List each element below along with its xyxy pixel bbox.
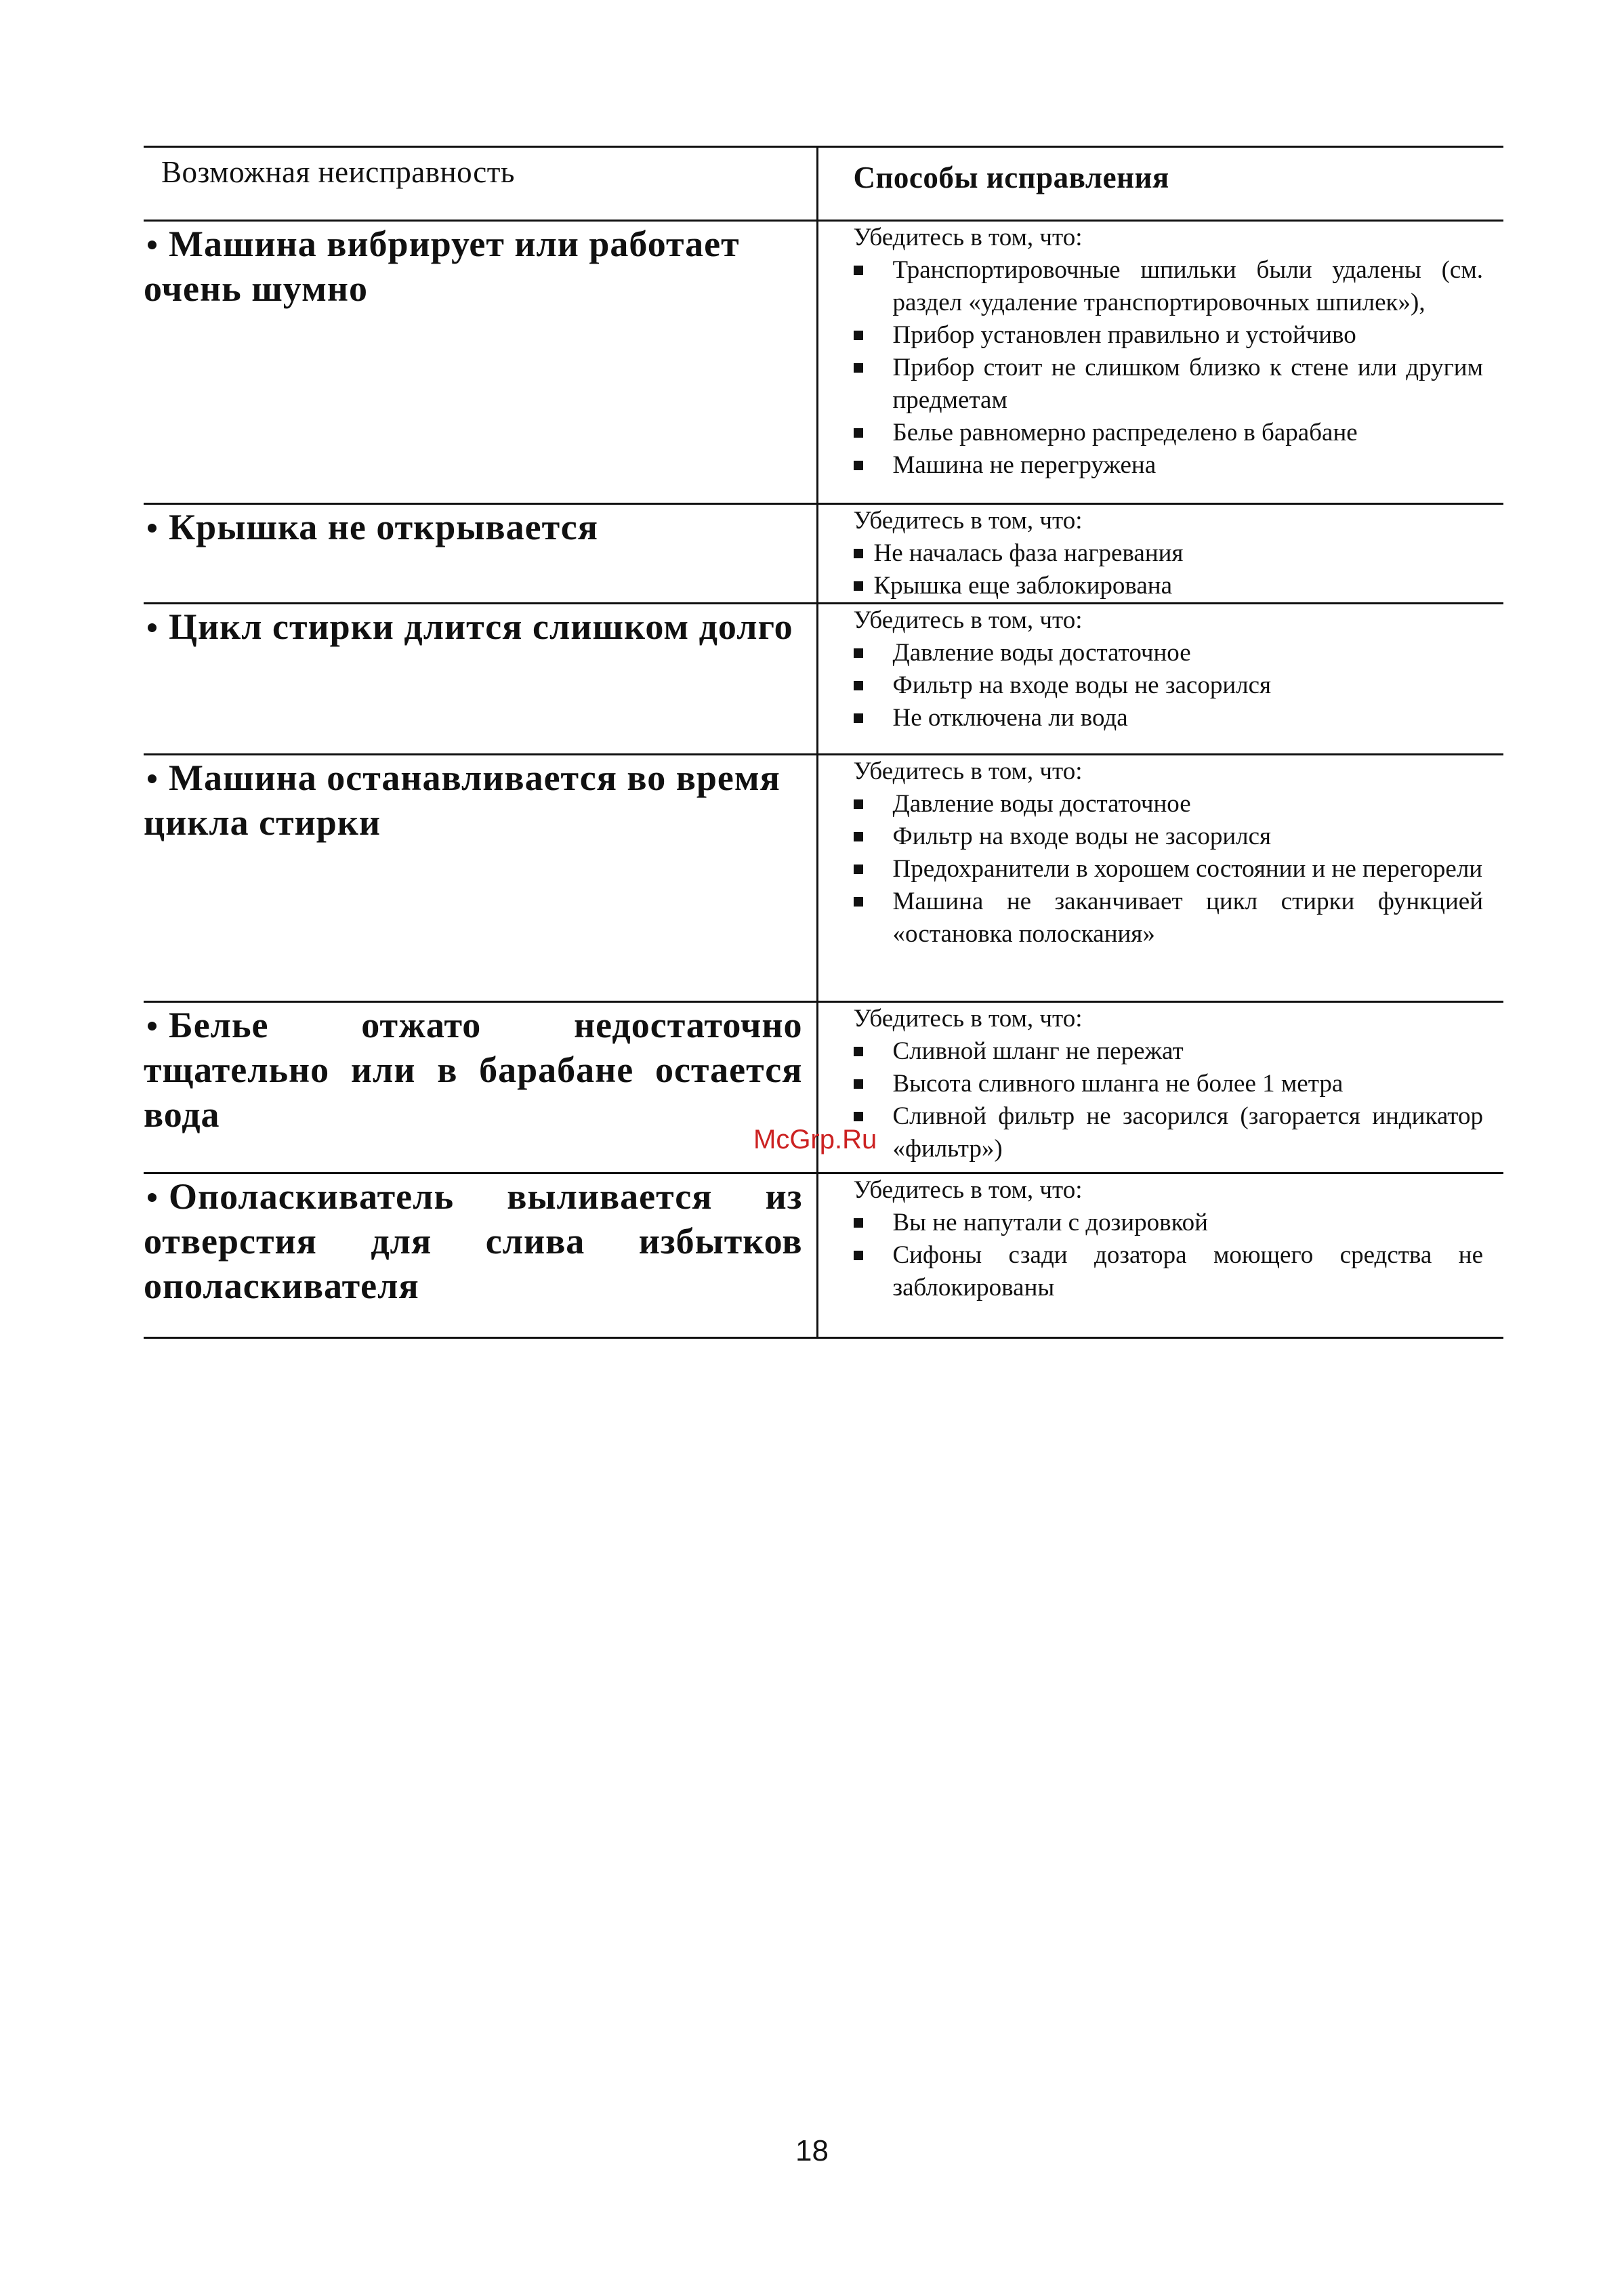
square-bullet-icon xyxy=(854,832,863,841)
page-number: 18 xyxy=(795,2134,829,2167)
remedy-item-text: Прибор установлен правильно и устойчиво xyxy=(892,321,1356,349)
bullet-dot-icon xyxy=(148,1022,157,1030)
problem-text: Цикл стирки длится слишком долго xyxy=(169,606,793,647)
table-row xyxy=(144,755,1503,1002)
header-row xyxy=(144,147,1503,221)
remedy-intro: Убедитесь в том, что: xyxy=(853,757,1083,785)
square-bullet-icon xyxy=(854,799,863,809)
remedy-item xyxy=(854,537,1484,570)
problem-text: Машина вибрирует или работает очень шумно xyxy=(144,224,740,309)
table-row xyxy=(144,1173,1503,1338)
remedy-cell xyxy=(817,604,1503,755)
remedy-intro: Убедитесь в том, что: xyxy=(853,507,1083,535)
remedy-intro: Убедитесь в том, что: xyxy=(853,224,1083,251)
remedy-item xyxy=(854,820,1484,853)
remedy-item xyxy=(854,449,1484,482)
remedy-item xyxy=(854,1068,1484,1100)
bullet-dot-icon xyxy=(148,241,157,249)
table-row xyxy=(144,504,1503,604)
remedy-list xyxy=(854,1035,1484,1165)
remedy-item xyxy=(854,319,1484,352)
remedy-item-text: Белье равномерно распределено в барабане xyxy=(892,419,1358,446)
table-header xyxy=(144,147,1503,221)
table-row xyxy=(144,221,1503,504)
remedy-cell xyxy=(817,1173,1503,1338)
remedy-item xyxy=(854,352,1484,417)
remedy-item xyxy=(854,669,1484,702)
remedy-item xyxy=(854,1239,1484,1304)
problem-cell xyxy=(144,221,817,504)
square-bullet-icon xyxy=(854,681,863,690)
remedy-item xyxy=(854,1100,1484,1165)
troubleshooting-table xyxy=(144,146,1503,1339)
bullet-dot-icon xyxy=(148,774,157,783)
remedy-item xyxy=(854,417,1484,449)
remedy-intro: Убедитесь в том, что: xyxy=(853,1005,1083,1033)
problem-text: Машина останавливается во время цикла стирки xyxy=(144,757,780,843)
remedy-item-text: Высота сливного шланга не более 1 метра xyxy=(892,1070,1344,1098)
square-bullet-icon xyxy=(854,1112,863,1121)
problem-cell xyxy=(144,504,817,604)
remedy-item xyxy=(854,886,1484,951)
remedy-list xyxy=(854,788,1484,951)
table-row xyxy=(144,604,1503,755)
remedy-item-text: Машина не заканчивает цикл стирки функцией «остановка полоскания» xyxy=(892,888,1483,948)
square-bullet-icon xyxy=(854,363,863,373)
remedy-item-text: Вы не напутали с дозировкой xyxy=(892,1209,1208,1236)
header-problem: Возможная неисправность xyxy=(144,147,817,221)
remedy-intro: Убедитесь в том, что: xyxy=(853,1176,1083,1204)
remedy-item xyxy=(854,1207,1484,1239)
remedy-item-text: Давление воды достаточное xyxy=(892,790,1191,818)
remedy-item-text: Давление воды достаточное xyxy=(892,639,1191,667)
square-bullet-icon xyxy=(854,1218,863,1228)
square-bullet-icon xyxy=(854,461,863,470)
problem-cell xyxy=(144,755,817,1002)
remedy-item-text: Сливной фильтр не засорился (загорается индикатор «фильтр») xyxy=(892,1102,1483,1163)
square-bullet-icon xyxy=(854,648,863,658)
bullet-dot-icon xyxy=(148,1193,157,1202)
remedy-item xyxy=(854,570,1484,602)
remedy-item-text: Транспортировочные шпильки были удалены (см. раздел «удаление транспортировочных шпилек»), xyxy=(892,256,1483,316)
remedy-item-text: Не отключена ли вода xyxy=(892,704,1128,732)
square-bullet-icon xyxy=(854,549,863,558)
header-remedy: Способы исправления xyxy=(817,147,1503,221)
square-bullet-icon xyxy=(854,581,863,591)
square-bullet-icon xyxy=(854,266,863,275)
remedy-item-text: Фильтр на входе воды не засорился xyxy=(892,823,1272,850)
remedy-intro: Убедитесь в том, что: xyxy=(853,606,1083,634)
remedy-cell xyxy=(817,755,1503,1002)
remedy-list xyxy=(854,1207,1484,1304)
remedy-item-text: Сифоны сзади дозатора моющего средства не заблокированы xyxy=(892,1241,1483,1302)
square-bullet-icon xyxy=(854,1251,863,1260)
problem-text: Крышка не открывается xyxy=(169,507,598,547)
square-bullet-icon xyxy=(854,331,863,340)
square-bullet-icon xyxy=(854,713,863,723)
remedy-list xyxy=(854,537,1484,602)
problem-text: Белье отжато недостаточно тщательно или в барабане остается вода xyxy=(144,1005,803,1135)
remedy-list xyxy=(854,637,1484,734)
remedy-item-text: Крышка еще заблокирована xyxy=(873,572,1173,600)
remedy-item-text: Прибор стоит не слишком близко к стене или другим предметам xyxy=(892,354,1483,414)
remedy-item xyxy=(854,853,1484,886)
remedy-cell xyxy=(817,504,1503,604)
remedy-item xyxy=(854,254,1484,319)
square-bullet-icon xyxy=(854,897,863,907)
remedy-item xyxy=(854,702,1484,734)
remedy-cell xyxy=(817,221,1503,504)
square-bullet-icon xyxy=(854,1047,863,1056)
problem-text: Ополаскиватель выливается из отверстия для слива избытков ополаскивателя xyxy=(144,1176,803,1306)
square-bullet-icon xyxy=(854,865,863,874)
remedy-list xyxy=(854,254,1484,482)
remedy-item-text: Машина не перегружена xyxy=(892,451,1157,479)
remedy-item xyxy=(854,788,1484,820)
remedy-item-text: Фильтр на входе воды не засорился xyxy=(892,671,1272,699)
remedy-item-text: Не началась фаза нагревания xyxy=(873,539,1184,567)
square-bullet-icon xyxy=(854,1079,863,1089)
bullet-dot-icon xyxy=(148,524,157,533)
bullet-dot-icon xyxy=(148,623,157,632)
remedy-item xyxy=(854,1035,1484,1068)
remedy-cell xyxy=(817,1002,1503,1173)
remedy-item-text: Предохранители в хорошем состоянии и не перегорели xyxy=(892,855,1483,883)
problem-cell xyxy=(144,1002,817,1173)
remedy-item xyxy=(854,637,1484,669)
square-bullet-icon xyxy=(854,428,863,438)
problem-cell xyxy=(144,1173,817,1338)
watermark: McGrp.Ru xyxy=(753,1125,877,1154)
problem-cell xyxy=(144,604,817,755)
remedy-item-text: Сливной шланг не пережат xyxy=(892,1037,1184,1065)
